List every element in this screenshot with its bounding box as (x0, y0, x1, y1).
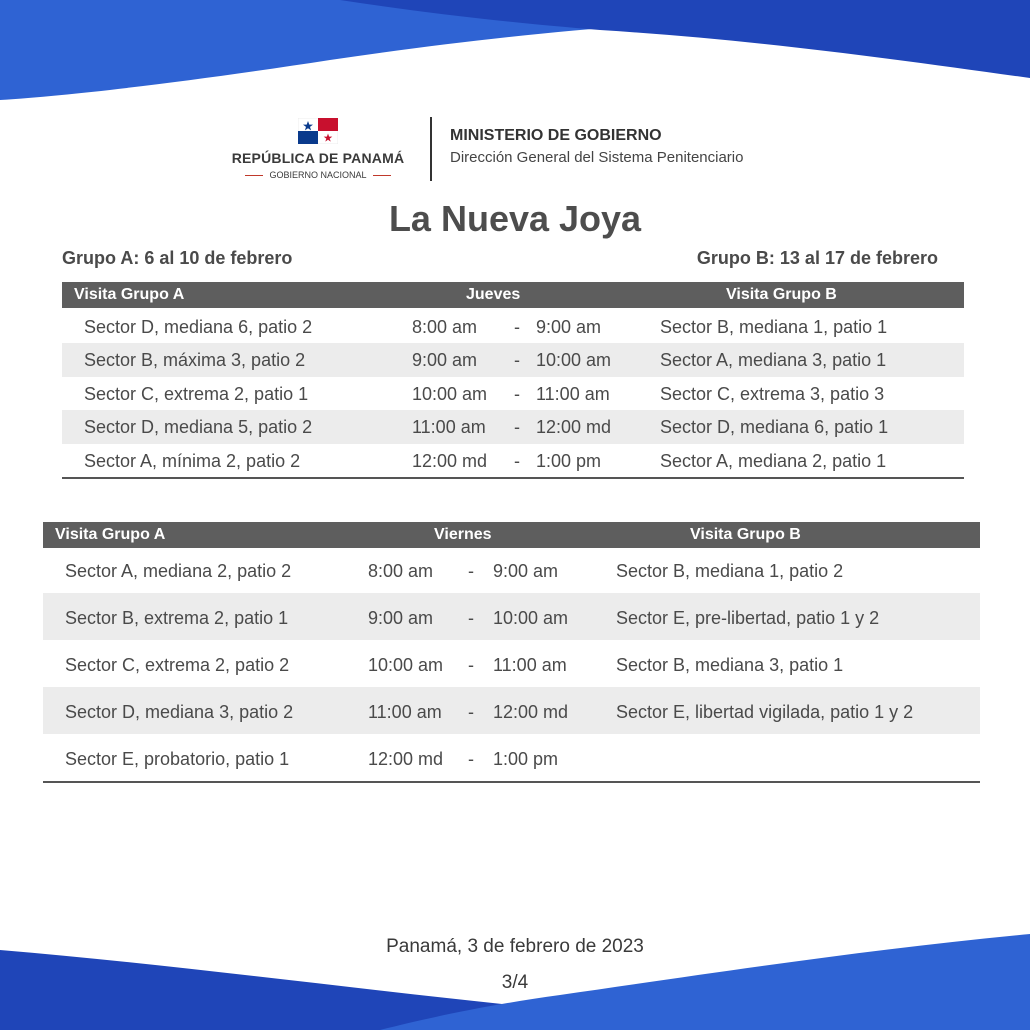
cell-dash: - (514, 450, 520, 471)
cell-group-b: Sector C, extrema 3, patio 3 (660, 383, 885, 404)
cell-group-a: Sector E, probatorio, patio 1 (65, 749, 290, 769)
table-row (62, 377, 964, 410)
cell-start-time: 9:00 am (368, 608, 434, 628)
group-b-label: Grupo B: 13 al 17 de febrero (696, 248, 938, 268)
cell-dash: - (468, 608, 474, 628)
cell-start-time: 8:00 am (368, 561, 434, 581)
cell-group-b: Sector A, mediana 3, patio 1 (660, 350, 887, 371)
table-bottom-line (43, 781, 980, 783)
header-day: Jueves (466, 286, 521, 303)
cell-end-time: 12:00 md (536, 417, 612, 438)
cell-group-b: Sector D, mediana 6, patio 1 (660, 417, 889, 438)
cell-end-time: 11:00 am (536, 383, 610, 404)
top-wave-decoration (0, 0, 1030, 110)
cell-group-b: Sector E, pre-libertad, patio 1 y 2 (616, 608, 880, 628)
cell-group-a: Sector C, extrema 2, patio 2 (65, 655, 290, 675)
cell-dash: - (468, 702, 474, 722)
cell-group-a: Sector D, mediana 6, patio 2 (84, 317, 313, 337)
cell-start-time: 11:00 am (412, 417, 486, 438)
header-group-a: Visita Grupo A (55, 526, 166, 543)
cell-start-time: 11:00 am (368, 702, 442, 722)
cell-end-time: 1:00 pm (536, 450, 602, 471)
cell-group-a: Sector B, máxima 3, patio 2 (84, 350, 306, 371)
ministry-name: MINISTERIO DE GOBIERNO (450, 127, 662, 144)
cell-end-time: 1:00 pm (493, 749, 559, 769)
header (0, 112, 1030, 192)
page-number: 3/4 (501, 972, 529, 993)
footer-date: Panamá, 3 de febrero de 2023 (386, 936, 644, 957)
cell-end-time: 9:00 am (536, 317, 602, 337)
cell-group-a: Sector C, extrema 2, patio 1 (84, 383, 309, 404)
header-day: Viernes (434, 526, 492, 543)
cell-end-time: 10:00 am (493, 608, 569, 628)
cell-group-a: Sector A, mediana 2, patio 2 (65, 561, 292, 581)
cell-group-b: Sector B, mediana 1, patio 2 (616, 561, 844, 581)
cell-start-time: 9:00 am (412, 350, 478, 371)
cell-start-time: 10:00 am (368, 655, 444, 675)
cell-dash: - (468, 749, 474, 769)
table-row (43, 640, 980, 687)
header-divider (430, 117, 432, 181)
cell-dash: - (514, 317, 520, 337)
panama-flag-icon (298, 118, 338, 144)
department-name: Dirección General del Sistema Penitenciario (450, 149, 744, 166)
cell-end-time: 12:00 md (493, 702, 569, 722)
table-row (43, 687, 980, 734)
cell-dash: - (514, 417, 520, 438)
group-a-label: Grupo A: 6 al 10 de febrero (62, 248, 293, 268)
cell-start-time: 10:00 am (412, 383, 488, 404)
government-label: GOBIERNO NACIONAL (222, 170, 414, 180)
cell-start-time: 12:00 md (412, 450, 488, 471)
cell-end-time: 11:00 am (493, 655, 567, 675)
cell-end-time: 9:00 am (493, 561, 559, 581)
cell-start-time: 12:00 md (368, 749, 444, 769)
table-header (43, 522, 980, 548)
header-group-b: Visita Grupo B (726, 286, 837, 303)
cell-group-b: Sector B, mediana 1, patio 1 (660, 317, 888, 337)
cell-group-a: Sector D, mediana 5, patio 2 (84, 417, 313, 438)
cell-group-a: Sector D, mediana 3, patio 2 (65, 702, 294, 722)
cell-dash: - (468, 655, 474, 675)
cell-dash: - (514, 350, 520, 371)
table-row (43, 734, 980, 781)
table-row (43, 593, 980, 640)
cell-group-b: Sector B, mediana 3, patio 1 (616, 655, 844, 675)
table-row (43, 546, 980, 593)
cell-end-time: 10:00 am (536, 350, 612, 371)
table-row (62, 444, 964, 477)
cell-group-b: Sector A, mediana 2, patio 1 (660, 450, 887, 471)
table-header (62, 282, 964, 308)
cell-start-time: 8:00 am (412, 317, 478, 337)
thursday-schedule-table (62, 282, 964, 482)
table-row (62, 310, 964, 343)
cell-group-a: Sector A, mínima 2, patio 2 (84, 450, 301, 471)
table-row (62, 410, 964, 443)
header-group-b: Visita Grupo B (690, 526, 801, 543)
friday-schedule-table (43, 522, 980, 794)
header-group-a: Visita Grupo A (74, 286, 185, 303)
cell-dash: - (468, 561, 474, 581)
table-bottom-line (62, 477, 964, 479)
cell-group-a: Sector B, extrema 2, patio 1 (65, 608, 289, 628)
country-name: REPÚBLICA DE PANAMÁ (231, 150, 405, 166)
cell-group-b: Sector E, libertad vigilada, patio 1 y 2 (616, 702, 914, 722)
page-title: La Nueva Joya (388, 198, 642, 239)
cell-dash: - (514, 383, 520, 404)
table-row (62, 343, 964, 376)
